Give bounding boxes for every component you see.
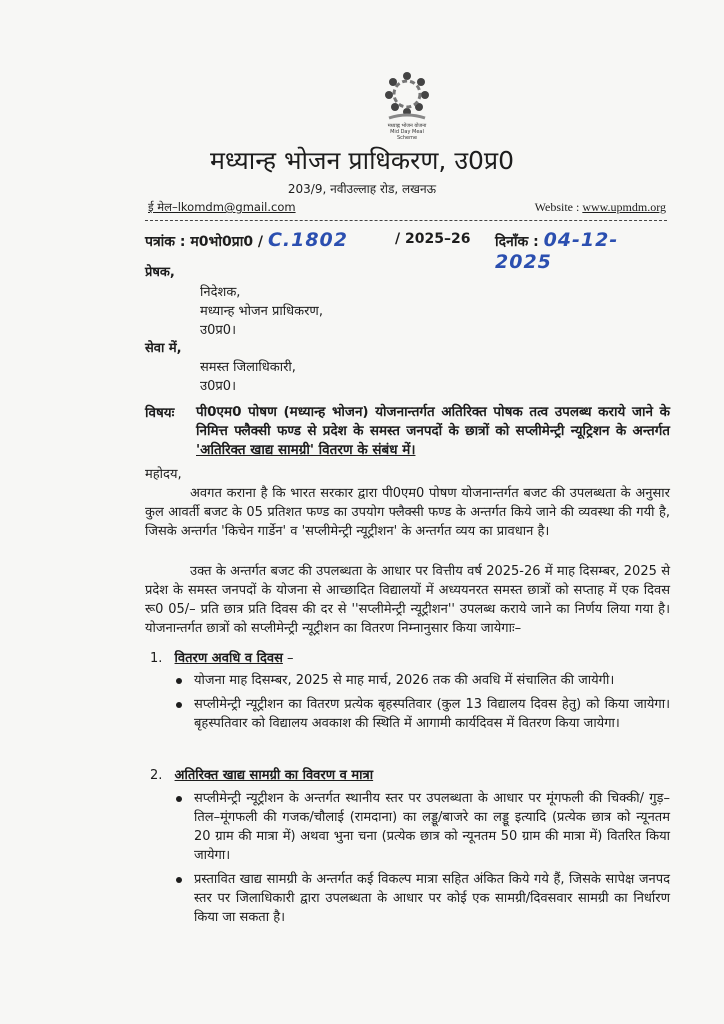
logo-caption: मध्याह्न भोजन योजना Mid Day Meal Scheme	[387, 123, 427, 141]
section-2-heading	[150, 766, 373, 785]
recipient-block	[200, 358, 296, 396]
subject-text	[196, 403, 670, 460]
section-2-bullets	[172, 789, 670, 932]
patrank-year: / 2025–26	[395, 231, 471, 247]
subject-label: विषयः	[145, 405, 175, 421]
org-name: मध्यान्ह भोजन प्राधिकरण, उ0प्र0	[209, 146, 515, 175]
section-number: 1.	[150, 651, 163, 666]
sender-line: निदेशक,	[200, 285, 241, 300]
paragraph-2: उक्त के अन्तर्गत बजट की उपलब्धता के आधार पर वित्तीय वर्ष 2025-26 में माह दिसम्बर, 2025 से प्रदेश के समस्त जनपदों के योजना से आच्छादित विद्यालयों में अध्ययनरत समस्त छात्रों को सप्ताह में एक दिवस रू0 05/– प्रति छात्र प्रति दिवस की दर से ''सप्लीमेन्ट्री न्यूट्रीशन'' उपलब्ध कराये जाने का निर्णय लिया गया है। योजनान्तर्गत छात्रों को सप्लीमेन्ट्री न्यूट्रीशन का वितरण निम्नानुसार किया जायेगाः–	[145, 564, 670, 636]
website-label: Website :	[534, 200, 580, 214]
date-value: 04-12-2025	[495, 229, 619, 273]
patrank-number: C.1802	[267, 229, 348, 251]
subject-main: पी0एम0 पोषण (मध्यान्ह भोजन) योजनान्तर्गत अतिरिक्त पोषक तत्व उपलब्ध कराये जाने के निमित्त फ्लैक्सी फण्ड से प्रदेश के समस्त जनपदों के छात्रों को सप्लीमेन्ट्री न्यूट्रिशन के अन्तर्गत	[196, 404, 670, 439]
header-divider	[145, 220, 667, 221]
list-item: प्रस्तावित खाद्य सामग्री के अन्तर्गत कई विकल्प मात्रा सहित अंकित किये गये हैं, जिसके सापेक्ष जनपद स्तर पर जिलाधिकारी द्वारा उपलब्धता के आधार पर कोई एक सामग्री/दिवसवार सामग्री का निर्धारण किया जा सकता है।	[172, 870, 670, 927]
section-heading-suffix: –	[282, 651, 294, 666]
email-link[interactable]: ई मेल–lkomdm@gmail.com	[148, 200, 296, 214]
section-1-bullets	[172, 671, 670, 738]
section-heading: अतिरिक्त खाद्य सामग्री का विवरण व मात्रा	[174, 768, 374, 783]
section-heading: वितरण अवधि व दिवस	[174, 651, 283, 666]
list-item: योजना माह दिसम्बर, 2025 से माह मार्च, 2026 तक की अवधि में संचालित की जायेगी।	[172, 671, 670, 690]
date-label: दिनाँक :	[495, 234, 539, 250]
website-row	[535, 200, 666, 215]
recipient-line: समस्त जिलाधिकारी,	[200, 360, 296, 375]
paragraph-1: अवगत कराना है कि भारत सरकार द्वारा पी0एम0 पोषण योजनान्तर्गत बजट की उपलब्धता के अनुसार कुल आवर्ती बजट के 05 प्रतिशत फण्ड का उपयोग फ्लैक्सी फण्ड के अन्तर्गत किये जाने की व्यवस्था की गयी है, जिसके अन्तर्गत 'किचेन गार्डेन' व 'सप्लीमेन्ट्री न्यूट्रीशन' के अन्तर्गत व्यय का प्रावधान है।	[145, 486, 670, 539]
recipient-label: सेवा में,	[145, 341, 182, 356]
website-link[interactable]: www.upmdm.org	[582, 200, 666, 214]
list-item: सप्लीमेन्ट्री न्यूट्रीशन के अन्तर्गत स्थानीय स्तर पर उपलब्धता के आधार पर मूंगफली की चिक्की/ गुड़–तिल–मूंगफली की गजक/चौलाई (रामदाना) का लड्डू/बाजरे का लड्डू इत्यादि (प्रत्येक छात्र को न्यूनतम 20 ग्राम की मात्रा में) अथवा भुना चना (प्रत्येक छात्र को न्यूनतम 50 ग्राम की मात्रा में) वितरित किया जायेगा।	[172, 789, 670, 865]
patrank-label: पत्रांक : म0भो0प्रा0 /	[145, 234, 264, 250]
mdm-logo-icon	[383, 70, 431, 122]
sender-line: उ0प्र0।	[200, 323, 236, 338]
section-1-heading	[150, 649, 294, 668]
sender-label: प्रेषक,	[145, 265, 175, 280]
list-item: सप्लीमेन्ट्री न्यूट्रीशन का वितरण प्रत्येक बृहस्पतिवार (कुल 13 विद्यालय दिवस हेतु) को किया जायेगा। बृहस्पतिवार को विद्यालय अवकाश की स्थिति में आगामी कार्यदिवस में वितरण किया जायेगा।	[172, 695, 670, 733]
sender-line: मध्यान्ह भोजन प्राधिकरण,	[200, 304, 323, 319]
section-number: 2.	[150, 768, 163, 783]
subject-underlined: 'अतिरिक्त खाद्य सामग्री' वितरण के संबंध में।	[196, 442, 416, 458]
recipient-line: उ0प्र0।	[200, 379, 236, 394]
mdm-logo	[377, 70, 437, 140]
org-address: 203/9, नवीउल्लाह रोड, लखनऊ	[287, 182, 437, 196]
sender-block	[200, 283, 323, 340]
salutation: महोदय,	[145, 467, 182, 482]
